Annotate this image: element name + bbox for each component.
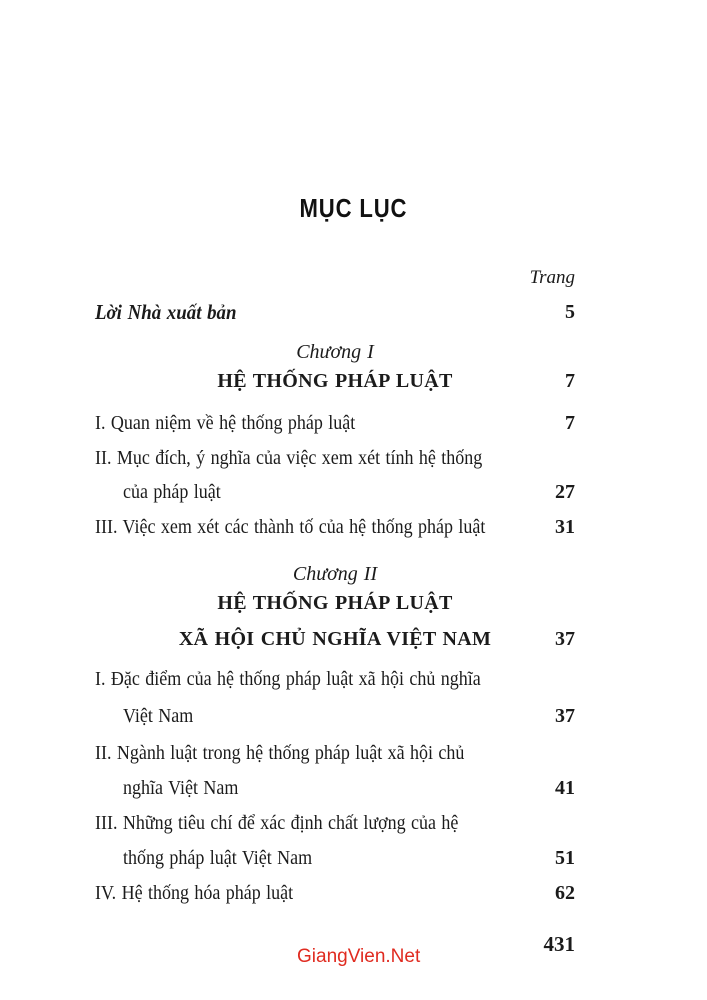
chapter-page: 7 [565, 370, 575, 392]
toc-item-page: 27 [555, 481, 575, 503]
toc-item-label: III. Những tiêu chí để xác định chất lượng của hệ [95, 812, 459, 834]
toc-item-c2-1-line1 [95, 666, 575, 692]
page-title-text: MỤC LỤC [299, 193, 408, 223]
chapter-2-kicker [95, 561, 575, 587]
toc-entry-label: Lời Nhà xuất bản [95, 300, 237, 324]
toc-item-c1-2-line1 [95, 445, 575, 471]
trang-label: Trang [529, 267, 575, 288]
toc-item-label: thống pháp luật Việt Nam [123, 847, 313, 869]
chapter-2-title-line1 [95, 590, 575, 616]
chapter-1-kicker [95, 339, 575, 365]
chapter-title-text: XÃ HỘI CHỦ NGHĨA VIỆT NAM [178, 628, 492, 650]
toc-item-label: của pháp luật [123, 481, 221, 503]
chapter-1-title [95, 368, 575, 394]
toc-entry-front-matter [95, 299, 575, 326]
toc-item-c2-1-line2 [95, 703, 575, 729]
chapter-title-text: HỆ THỐNG PHÁP LUẬT [217, 592, 453, 614]
folio-text: 431 [543, 932, 575, 956]
toc-item-c1-2-line2 [95, 479, 575, 505]
toc-item-label: II. Ngành luật trong hệ thống pháp luật xã hội chủ [95, 742, 465, 764]
toc-item-label: I. Quan niệm về hệ thống pháp luật [95, 412, 356, 434]
toc-item-label: II. Mục đích, ý nghĩa của việc xem xét tính hệ thống [95, 447, 483, 469]
watermark-text: GiangVien.Net [297, 946, 421, 967]
chapter-2-title-line2 [95, 626, 575, 652]
toc-item-c2-2-line1 [95, 740, 575, 766]
toc-item-page: 37 [555, 705, 575, 727]
toc-item-page: 7 [565, 412, 575, 434]
toc-item-c1-1 [95, 410, 575, 436]
toc-item-c2-2-line2 [95, 775, 575, 801]
chapter-kicker-text: Chương II [292, 563, 378, 585]
page-title [0, 193, 707, 224]
toc-item-page: 31 [555, 516, 575, 538]
toc-item-label: Việt Nam [123, 705, 194, 727]
toc-item-page: 62 [555, 882, 575, 904]
toc-item-page: 41 [555, 777, 575, 799]
toc-item-label: I. Đặc điểm của hệ thống pháp luật xã hội chủ nghĩa [95, 668, 481, 690]
toc-item-c2-3-line2 [95, 845, 575, 871]
chapter-kicker-text: Chương I [296, 341, 374, 363]
toc-entry-page: 5 [565, 301, 575, 323]
toc-item-label: III. Việc xem xét các thành tố của hệ thống pháp luật [95, 516, 486, 538]
toc-item-label: IV. Hệ thống hóa pháp luật [95, 882, 294, 904]
toc-item-c1-3 [95, 514, 575, 540]
toc-item-page: 51 [555, 847, 575, 869]
toc-item-c2-3-line1 [95, 810, 575, 836]
chapter-title-text: HỆ THỐNG PHÁP LUẬT [217, 370, 453, 392]
chapter-page: 37 [555, 628, 575, 650]
toc-item-label: nghĩa Việt Nam [123, 777, 239, 799]
toc-item-c2-4 [95, 880, 575, 906]
page-column-header [95, 265, 575, 291]
